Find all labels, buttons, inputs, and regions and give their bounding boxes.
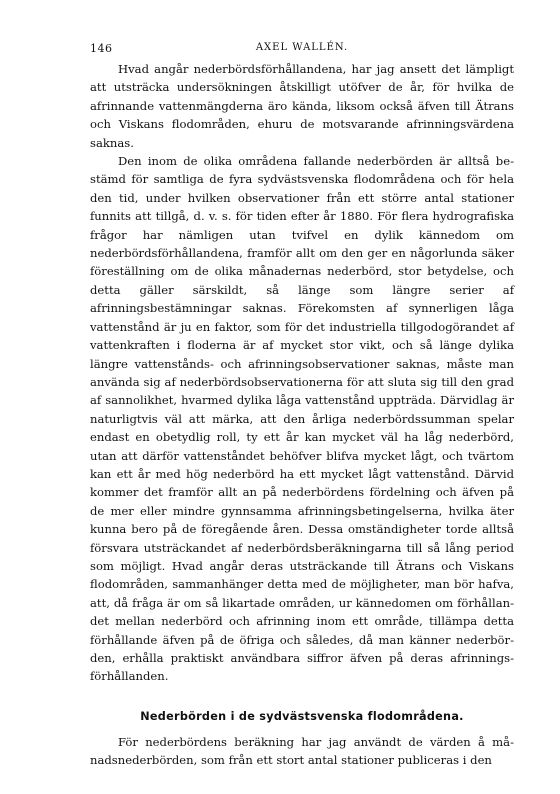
body-text [90,60,514,770]
running-header [90,42,514,60]
book-page [90,42,514,770]
paragraph-section-start: För nederbördens beräkning har jag användt de värden å månadsnederbörden, som från ett stort antal stationer publiceras i den [90,734,514,768]
paragraph-precipitation-method: Den inom de olika områdena fallande nederbörden är alltså bestämd för samtliga de fyra sydvästsvenska flodområdena och för hela den tid, under hvilken observationer från ett större antal stationer funnits att tillgå, d. v. s. för tiden efter år 1880. För flera hydrografiska frågor har nämligen utan tvifvel en dylik kännedom om nederbördsförhållandena, framför allt om den ger en någorlunda säker föreställning om de olika månadernas nederbörd, stor betydelse, och detta gäller särskildt, så länge som längre serier af afrinningsbestämningar saknas. Förekomsten af synnerligen låga vattenstånd är ju en faktor, som för det industriella tillgodogörandet af vattenkraften i floderna är af mycket stor vikt, och så länge dylika längre vattenstånds- och afrinningsobservationer saknas, måste man använda sig af nederbördsobservationerna för att sluta sig till den grad af sannolikhet, hvarmed dylika låga vattenstånd uppträda. Därvidlag är naturligtvis väl att märka, att den årliga nederbördssumman spelar endast en obetydlig roll, ty ett år kan mycket väl ha låg nederbörd, utan att därför vattenståndet behöfver blifva mycket lågt, och tvärtom kan ett år med hög nederbörd ha ett mycket lågt vattenstånd. Därvid kommer det framför allt an på nederbördens fördelning och äfven på de mer eller mindre gynnsamma afrinningsbetingelserna, hvilka äter kunna bero på de föregående åren. Dessa omständigheter torde alltså försvara utsträckandet af nederbördsberäkningarna till så lång period som möjligt. Hvad angår deras utsträckande till Ätrans och Viskans flodområden, sammanhänger detta med de möjligheter, man bör hafva, att, då fråga är om så likartade områden, ur kännedomen om förhållandet mellan nederbörd och afrinning inom ett område, tillämpa detta förhållande äfven på de öfriga och således, då man känner nederbörden, erhålla praktiskt användbara siffror äfven på deras afrinningsförhållanden. [90,154,514,684]
paragraph-precipitation-scope: Hvad angår nederbördsförhållandena, har jag ansett det lämpligt att utsträcka undersökningen åtskilligt utöfver de år, för hvilka de afrinnande vattenmängderna äro kända, liksom också äfven till Ätrans och Viskans flodområden, ehuru de motsvarande afrinningsvärdena saknas. [90,62,514,150]
running-title: AXEL WALLÉN. [255,42,349,53]
page-number: 146 [90,42,113,55]
section-heading: Nederbörden i de sydvästsvenska flodområdena. [140,709,464,723]
